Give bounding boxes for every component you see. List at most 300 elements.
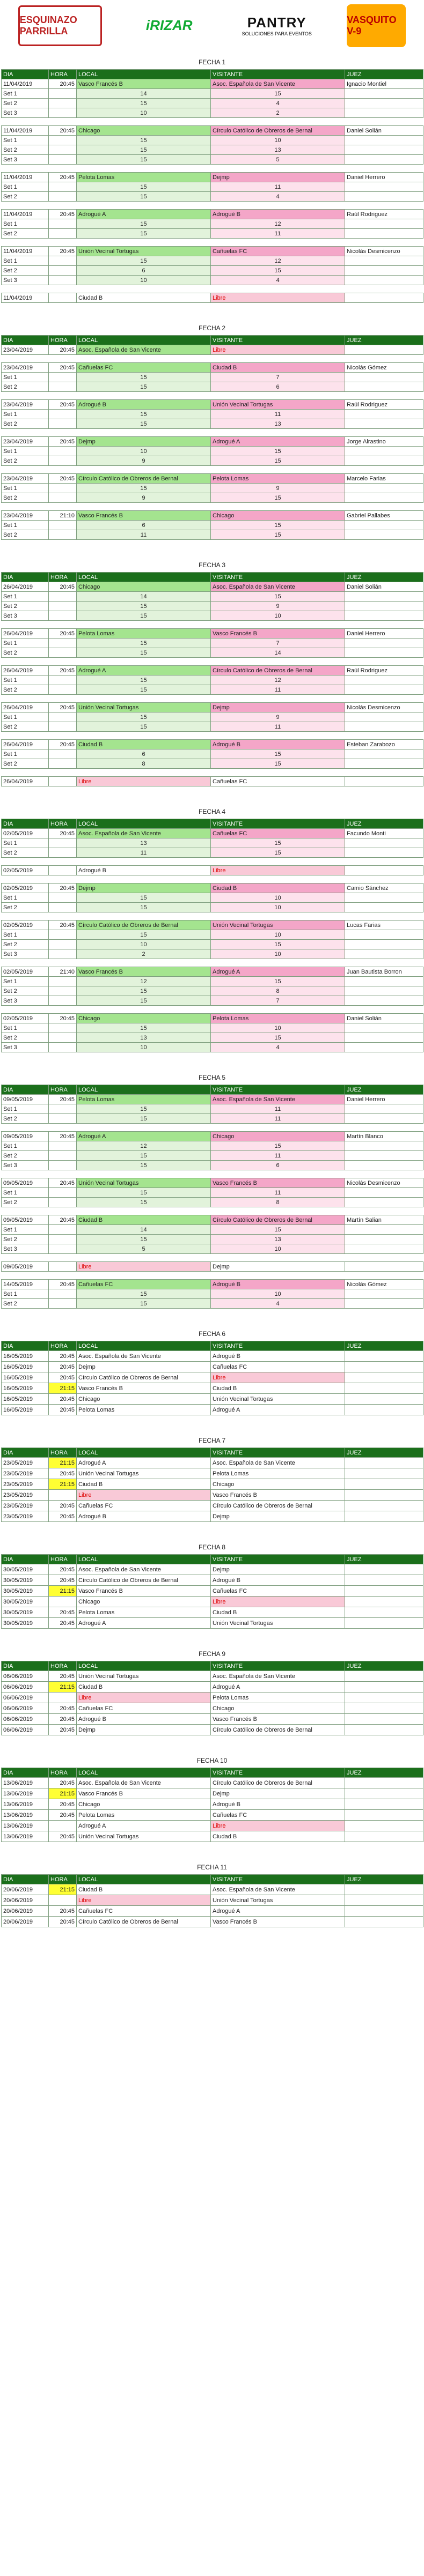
set-visitor-score: 13: [211, 419, 345, 429]
col-header-dia: DIA: [2, 573, 49, 582]
match-date: 11/04/2019: [2, 126, 49, 136]
set-visitor-score: 4: [211, 1043, 345, 1052]
set-label: Set 1: [2, 977, 49, 986]
set-blank-referee: [345, 611, 423, 621]
set-blank-referee: [345, 456, 423, 466]
set-blank-referee: [345, 940, 423, 949]
spacer-cell: [2, 503, 423, 511]
set-blank: [49, 848, 77, 858]
set-blank-referee: [345, 930, 423, 940]
col-header-hora: HORA: [49, 573, 77, 582]
set-blank-referee: [345, 1299, 423, 1309]
match-date: 23/04/2019: [2, 474, 49, 484]
referee: Daniel Solián: [345, 1014, 423, 1023]
set-blank: [49, 940, 77, 949]
pantry-logo: [237, 7, 317, 44]
set-row: [2, 838, 423, 848]
set-blank-referee: [345, 722, 423, 732]
referee: [345, 1884, 423, 1895]
local-team: Unión Vecinal Tortugas: [77, 703, 211, 712]
spacer-row: [2, 355, 423, 363]
set-local-score: 15: [77, 1104, 211, 1114]
visitor-team: Pelota Lomas: [211, 1692, 345, 1703]
set-label: Set 2: [2, 229, 49, 239]
set-visitor-score: 11: [211, 722, 345, 732]
referee: [345, 1821, 423, 1831]
set-row: [2, 136, 423, 145]
match-row: [2, 740, 423, 749]
local-team: Pelota Lomas: [77, 1405, 211, 1415]
set-blank-referee: [345, 996, 423, 1006]
set-label: Set 1: [2, 182, 49, 192]
match-time: 20:45: [49, 1501, 77, 1511]
col-header-dia: DIA: [2, 1341, 49, 1351]
fecha-table: [1, 572, 423, 786]
set-blank-referee: [345, 848, 423, 858]
match-row: [2, 345, 423, 355]
set-visitor-score: 10: [211, 1244, 345, 1254]
set-visitor-score: 2: [211, 108, 345, 118]
set-blank: [49, 256, 77, 266]
col-header-juez: JUEZ: [345, 1341, 423, 1351]
match-date: 20/06/2019: [2, 1895, 49, 1906]
spacer-cell: [2, 695, 423, 703]
set-local-score: 15: [77, 419, 211, 429]
match-time: 20:45: [49, 1362, 77, 1372]
referee: [345, 1351, 423, 1362]
referee: [345, 777, 423, 786]
referee: [345, 1788, 423, 1799]
match-row: [2, 1725, 423, 1735]
local-team: Unión Vecinal Tortugas: [77, 1671, 211, 1682]
set-visitor-score: 5: [211, 155, 345, 165]
irizar-logo: [131, 7, 207, 44]
spacer-cell: [2, 732, 423, 740]
match-time: 20:45: [49, 1405, 77, 1415]
visitor-team: Vasco Francés B: [211, 629, 345, 639]
col-header-visitante: VISITANTE: [211, 1661, 345, 1671]
spacer-row: [2, 1170, 423, 1178]
visitor-team: Pelota Lomas: [211, 1468, 345, 1479]
visitor-team: Unión Vecinal Tortugas: [211, 400, 345, 410]
spacer-row: [2, 118, 423, 126]
visitor-team: Cañuelas FC: [211, 1810, 345, 1821]
set-blank: [49, 986, 77, 996]
match-row: [2, 511, 423, 521]
set-local-score: 15: [77, 722, 211, 732]
match-row: [2, 1618, 423, 1629]
set-row: [2, 648, 423, 658]
match-date: 23/04/2019: [2, 400, 49, 410]
set-row: [2, 145, 423, 155]
set-label: Set 2: [2, 602, 49, 611]
set-blank: [49, 903, 77, 912]
visitor-team: Cañuelas FC: [211, 1586, 345, 1597]
set-label: Set 1: [2, 592, 49, 602]
visitor-team: Dejmp: [211, 703, 345, 712]
local-team: Unión Vecinal Tortugas: [77, 1831, 211, 1842]
visitor-team: Círculo Católico de Obreros de Bernal: [211, 1215, 345, 1225]
set-row: [2, 484, 423, 493]
match-date: 26/04/2019: [2, 703, 49, 712]
referee: Lucas Farias: [345, 920, 423, 930]
local-team: Círculo Católico de Obreros de Bernal: [77, 1372, 211, 1383]
col-header-dia: DIA: [2, 1768, 49, 1778]
match-row: [2, 1895, 423, 1906]
visitor-team: Unión Vecinal Tortugas: [211, 920, 345, 930]
spacer-cell: [2, 1272, 423, 1280]
set-label: Set 2: [2, 685, 49, 695]
local-team: Círculo Católico de Obreros de Bernal: [77, 1917, 211, 1927]
match-time: [49, 1597, 77, 1607]
match-date: 06/06/2019: [2, 1714, 49, 1725]
referee: [345, 1906, 423, 1917]
local-team: Círculo Católico de Obreros de Bernal: [77, 474, 211, 484]
set-blank: [49, 276, 77, 285]
col-header-juez: JUEZ: [345, 1448, 423, 1458]
spacer-cell: [2, 959, 423, 967]
referee: [345, 866, 423, 875]
set-blank: [49, 99, 77, 108]
set-visitor-score: 13: [211, 145, 345, 155]
fecha-title: FECHA 10: [196, 1757, 228, 1764]
local-team: Dejmp: [77, 884, 211, 893]
set-visitor-score: 14: [211, 648, 345, 658]
match-date: 13/06/2019: [2, 1778, 49, 1788]
set-blank-referee: [345, 99, 423, 108]
fecha-section: [1, 1643, 423, 1735]
match-date: 16/05/2019: [2, 1362, 49, 1372]
set-visitor-score: 10: [211, 903, 345, 912]
referee: Ignacio Montiel: [345, 79, 423, 89]
spacer-cell: [2, 1207, 423, 1215]
set-local-score: 15: [77, 639, 211, 648]
match-row: [2, 210, 423, 219]
set-local-score: 10: [77, 276, 211, 285]
set-local-score: 2: [77, 949, 211, 959]
set-local-score: 15: [77, 675, 211, 685]
set-row: [2, 1299, 423, 1309]
visitor-team: Vasco Francés B: [211, 1714, 345, 1725]
set-row: [2, 266, 423, 276]
set-visitor-score: 7: [211, 639, 345, 648]
referee: Jorge Alrastino: [345, 437, 423, 447]
match-date: 20/06/2019: [2, 1906, 49, 1917]
set-visitor-score: 10: [211, 611, 345, 621]
visitor-team: Chicago: [211, 511, 345, 521]
set-row: [2, 996, 423, 1006]
local-team: Unión Vecinal Tortugas: [77, 1178, 211, 1188]
set-local-score: 14: [77, 89, 211, 99]
header-row: [2, 1341, 423, 1351]
match-time: 20:45: [49, 740, 77, 749]
header-row: [2, 1661, 423, 1671]
visitor-team: Cañuelas FC: [211, 247, 345, 256]
set-blank: [49, 602, 77, 611]
match-row: [2, 1810, 423, 1821]
set-label: Set 1: [2, 639, 49, 648]
match-time: [49, 1490, 77, 1501]
set-row: [2, 1198, 423, 1207]
visitor-team: Asoc. Española de San Vicente: [211, 1671, 345, 1682]
match-time: 21:15: [49, 1586, 77, 1597]
set-blank: [49, 1235, 77, 1244]
match-time: 20:45: [49, 79, 77, 89]
set-blank: [49, 639, 77, 648]
match-time: 20:45: [49, 437, 77, 447]
match-time: 20:45: [49, 1778, 77, 1788]
match-time: 20:45: [49, 1575, 77, 1586]
col-header-visitante: VISITANTE: [211, 336, 345, 345]
set-visitor-score: 15: [211, 530, 345, 540]
col-header-dia: DIA: [2, 1555, 49, 1564]
set-row: [2, 521, 423, 530]
set-blank: [49, 1198, 77, 1207]
set-blank: [49, 373, 77, 382]
referee: Gabriel Pallabes: [345, 511, 423, 521]
set-label: Set 1: [2, 749, 49, 759]
set-label: Set 3: [2, 276, 49, 285]
referee: [345, 1490, 423, 1501]
match-time: 20:45: [49, 363, 77, 373]
set-label: Set 2: [2, 99, 49, 108]
match-row: [2, 866, 423, 875]
match-date: 14/05/2019: [2, 1280, 49, 1289]
set-visitor-score: 15: [211, 977, 345, 986]
match-row: [2, 79, 423, 89]
match-time: 21:40: [49, 967, 77, 977]
set-local-score: 15: [77, 648, 211, 658]
fecha-table: [1, 1554, 423, 1629]
set-label: Set 1: [2, 89, 49, 99]
set-row: [2, 108, 423, 118]
match-date: 13/06/2019: [2, 1810, 49, 1821]
match-date: 06/06/2019: [2, 1725, 49, 1735]
match-date: 16/05/2019: [2, 1405, 49, 1415]
visitor-team: Unión Vecinal Tortugas: [211, 1895, 345, 1906]
set-row: [2, 986, 423, 996]
referee: [345, 1714, 423, 1725]
set-local-score: 10: [77, 1043, 211, 1052]
set-local-score: 9: [77, 456, 211, 466]
fecha-section: [1, 554, 423, 786]
match-time: 20:45: [49, 1917, 77, 1927]
referee: [345, 1564, 423, 1575]
set-local-score: 15: [77, 1188, 211, 1198]
referee: Nicolás Gómez: [345, 1280, 423, 1289]
set-label: Set 2: [2, 722, 49, 732]
set-label: Set 2: [2, 986, 49, 996]
set-visitor-score: 11: [211, 410, 345, 419]
set-local-score: 15: [77, 192, 211, 202]
col-header-dia: DIA: [2, 336, 49, 345]
set-blank: [49, 930, 77, 940]
set-label: Set 1: [2, 521, 49, 530]
col-header-local: LOCAL: [77, 1341, 211, 1351]
local-team: Chicago: [77, 126, 211, 136]
set-local-score: 10: [77, 108, 211, 118]
match-row: [2, 629, 423, 639]
set-local-score: 15: [77, 611, 211, 621]
set-local-score: 15: [77, 712, 211, 722]
match-row: [2, 1215, 423, 1225]
col-header-local: LOCAL: [77, 1661, 211, 1671]
spacer-cell: [2, 875, 423, 884]
match-date: 16/05/2019: [2, 1394, 49, 1405]
match-date: 13/06/2019: [2, 1821, 49, 1831]
referee: Juan Bautista Borron: [345, 967, 423, 977]
visitor-team: Chicago: [211, 1132, 345, 1141]
col-header-juez: JUEZ: [345, 1875, 423, 1884]
set-row: [2, 182, 423, 192]
match-time: 20:45: [49, 400, 77, 410]
set-blank: [49, 530, 77, 540]
visitor-team: Asoc. Española de San Vicente: [211, 1458, 345, 1468]
set-row: [2, 1235, 423, 1244]
match-time: 21:10: [49, 511, 77, 521]
set-blank-referee: [345, 712, 423, 722]
set-blank: [49, 89, 77, 99]
set-row: [2, 229, 423, 239]
set-local-score: 15: [77, 155, 211, 165]
match-time: 20:45: [49, 1132, 77, 1141]
match-date: 02/05/2019: [2, 920, 49, 930]
set-local-score: 15: [77, 986, 211, 996]
match-time: 20:45: [49, 1468, 77, 1479]
fecha-table: [1, 1661, 423, 1735]
match-row: [2, 967, 423, 977]
set-blank: [49, 1151, 77, 1161]
set-blank-referee: [345, 949, 423, 959]
header-row: [2, 336, 423, 345]
spacer-cell: [2, 769, 423, 777]
set-label: Set 2: [2, 1198, 49, 1207]
set-visitor-score: 15: [211, 456, 345, 466]
local-team: Círculo Católico de Obreros de Bernal: [77, 1575, 211, 1586]
fecha-title: FECHA 1: [198, 58, 225, 66]
match-time: 20:45: [49, 345, 77, 355]
referee: [345, 1778, 423, 1788]
match-date: 23/05/2019: [2, 1490, 49, 1501]
set-blank: [49, 749, 77, 759]
match-date: 13/06/2019: [2, 1788, 49, 1799]
set-visitor-score: 9: [211, 602, 345, 611]
set-local-score: 15: [77, 410, 211, 419]
local-team: Libre: [77, 1692, 211, 1703]
set-blank-referee: [345, 373, 423, 382]
set-blank: [49, 1299, 77, 1309]
set-visitor-score: 10: [211, 1023, 345, 1033]
col-header-visitante: VISITANTE: [211, 819, 345, 829]
set-label: Set 1: [2, 1289, 49, 1299]
set-blank-referee: [345, 521, 423, 530]
local-team: Adrogué A: [77, 666, 211, 675]
referee: [345, 1895, 423, 1906]
fecha-title: FECHA 2: [198, 324, 225, 332]
local-team: Asoc. Española de San Vicente: [77, 1351, 211, 1362]
set-blank-referee: [345, 182, 423, 192]
set-blank-referee: [345, 89, 423, 99]
spacer-cell: [2, 239, 423, 247]
set-local-score: 15: [77, 373, 211, 382]
set-local-score: 9: [77, 493, 211, 503]
col-header-juez: JUEZ: [345, 1768, 423, 1778]
visitor-team: Asoc. Española de San Vicente: [211, 1884, 345, 1895]
referee: [345, 1799, 423, 1810]
fecha-title: FECHA 7: [198, 1437, 225, 1444]
match-time: 20:45: [49, 1714, 77, 1725]
set-blank: [49, 155, 77, 165]
set-local-score: 5: [77, 1244, 211, 1254]
col-header-local: LOCAL: [77, 1768, 211, 1778]
match-date: 20/06/2019: [2, 1884, 49, 1895]
local-team: Pelota Lomas: [77, 1810, 211, 1821]
set-visitor-score: 11: [211, 182, 345, 192]
match-time: 20:45: [49, 247, 77, 256]
set-local-score: 11: [77, 530, 211, 540]
match-time: 20:45: [49, 1799, 77, 1810]
set-blank-referee: [345, 1033, 423, 1043]
match-time: 20:45: [49, 1280, 77, 1289]
logo3-text: PANTRY: [247, 14, 306, 31]
match-time: 20:45: [49, 474, 77, 484]
match-row: [2, 829, 423, 838]
set-local-score: 15: [77, 229, 211, 239]
match-row: [2, 1383, 423, 1394]
set-blank: [49, 611, 77, 621]
col-header-dia: DIA: [2, 70, 49, 79]
match-row: [2, 1014, 423, 1023]
header-row: [2, 1768, 423, 1778]
set-label: Set 1: [2, 675, 49, 685]
col-header-visitante: VISITANTE: [211, 1555, 345, 1564]
spacer-cell: [2, 858, 423, 866]
set-blank: [49, 410, 77, 419]
set-local-score: 15: [77, 1289, 211, 1299]
match-date: 26/04/2019: [2, 582, 49, 592]
set-blank: [49, 484, 77, 493]
spacer-row: [2, 285, 423, 293]
spacer-row: [2, 1006, 423, 1014]
col-header-dia: DIA: [2, 1661, 49, 1671]
col-header-juez: JUEZ: [345, 573, 423, 582]
set-local-score: 14: [77, 1225, 211, 1235]
local-team: Chicago: [77, 1799, 211, 1810]
set-label: Set 2: [2, 1114, 49, 1124]
referee: [345, 1810, 423, 1821]
set-row: [2, 639, 423, 648]
visitor-team: Cañuelas FC: [211, 777, 345, 786]
set-visitor-score: 11: [211, 1151, 345, 1161]
match-date: 09/05/2019: [2, 1095, 49, 1104]
match-row: [2, 1586, 423, 1597]
col-header-local: LOCAL: [77, 819, 211, 829]
set-visitor-score: 6: [211, 382, 345, 392]
fecha-table: [1, 335, 423, 540]
local-team: Adrogué A: [77, 1132, 211, 1141]
visitor-team: Asoc. Española de San Vicente: [211, 1095, 345, 1104]
match-row: [2, 1788, 423, 1799]
match-time: 20:45: [49, 1618, 77, 1629]
spacer-row: [2, 392, 423, 400]
match-time: 20:45: [49, 1372, 77, 1383]
match-time: 20:45: [49, 629, 77, 639]
set-blank-referee: [345, 675, 423, 685]
spacer-row: [2, 695, 423, 703]
local-team: Pelota Lomas: [77, 1607, 211, 1618]
set-row: [2, 675, 423, 685]
fecha-section: [1, 1323, 423, 1415]
